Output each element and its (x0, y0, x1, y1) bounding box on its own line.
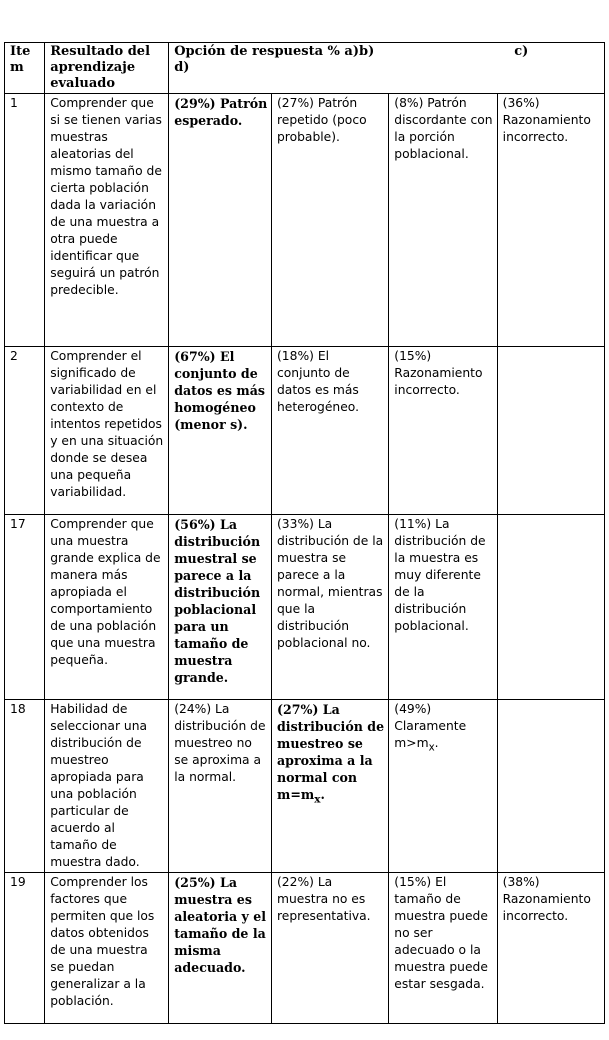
option-c-text: (49%) Claramente m>m (394, 702, 467, 750)
cell-resultado: Comprender que una muestra grande explica de manera más apropiada el comportamiento de una población que una muestra pequeña. (45, 515, 169, 700)
option-b-end: . (320, 787, 325, 802)
cell-option-d (497, 700, 604, 873)
cell-option-c (389, 700, 497, 873)
cell-option-d: (36%) Razonamiento incorrecto. (497, 94, 604, 347)
cell-option-b (272, 700, 389, 873)
header-opcion-c: c) (514, 44, 529, 59)
option-b-text: (27%) La distribución de muestreo se aproxima a la normal con m=m (277, 702, 385, 802)
header-item: Item (5, 43, 45, 94)
cell-item: 18 (5, 700, 45, 873)
cell-option-a: (24%) La distribución de muestreo no se aproxima a la normal. (169, 700, 272, 873)
cell-option-d (497, 347, 604, 515)
cell-option-a: (56%) La distribución muestral se parece a la distribución poblacional para un tamaño de muestra grande. (169, 515, 272, 700)
cell-option-c: (11%) La distribución de la muestra es muy diferente de la distribución poblacional. (389, 515, 497, 700)
cell-item: 2 (5, 347, 45, 515)
cell-option-d: (38%) Razonamiento incorrecto. (497, 873, 604, 1024)
option-c-end: . (434, 736, 439, 750)
header-opcion (169, 43, 605, 94)
cell-option-b: (33%) La distribución de la muestra se parece a la normal, mientras que la distribución poblacional no. (272, 515, 389, 700)
table-row (5, 700, 605, 873)
cell-item: 1 (5, 94, 45, 347)
header-opcion-d: d) (174, 60, 190, 75)
cell-option-a: (67%) El conjunto de datos es más homogéneo (menor s). (169, 347, 272, 515)
cell-resultado: Comprender los factores que permiten que los datos obtenidos de una muestra se puedan generalizar a la población. (45, 873, 169, 1024)
option-c-subscript: x (428, 741, 435, 754)
cell-option-b: (27%) Patrón repetido (poco probable). (272, 94, 389, 347)
cell-option-a: (29%) Patrón esperado. (169, 94, 272, 347)
cell-option-d (497, 515, 604, 700)
results-table (4, 42, 605, 1024)
table-row (5, 94, 605, 347)
cell-option-c: (8%) Patrón discordante con la porción poblacional. (389, 94, 497, 347)
cell-option-c: (15%) Razonamiento incorrecto. (389, 347, 497, 515)
table-row (5, 347, 605, 515)
cell-resultado: Habilidad de seleccionar una distribución de muestreo apropiada para una población particular de acuerdo al tamaño de muestra dado. (45, 700, 169, 873)
cell-option-a: (25%) La muestra es aleatoria y el tamaño de la misma adecuado. (169, 873, 272, 1024)
cell-option-b: (18%) El conjunto de datos es más heterogéneo. (272, 347, 389, 515)
cell-item: 17 (5, 515, 45, 700)
cell-item: 19 (5, 873, 45, 1024)
cell-option-b: (22%) La muestra no es representativa. (272, 873, 389, 1024)
table-header-row (5, 43, 605, 94)
cell-resultado: Comprender el significado de variabilidad en el contexto de intentos repetidos y en una situación donde se desea una pequeña variabilidad. (45, 347, 169, 515)
cell-resultado: Comprender que si se tienen varias muestras aleatorias del mismo tamaño de cierta población dada la variación de una muestra a otra puede identificar que seguirá un patrón predecible. (45, 94, 169, 347)
option-b-subscript: x (314, 793, 321, 806)
table-row (5, 873, 605, 1024)
header-resultado: Resultado del aprendizaje evaluado (45, 43, 169, 94)
header-opcion-ab: Opción de respuesta % a)b) (174, 44, 375, 59)
cell-option-c: (15%) El tamaño de muestra puede no ser adecuado o la muestra puede estar sesgada. (389, 873, 497, 1024)
table-row (5, 515, 605, 700)
